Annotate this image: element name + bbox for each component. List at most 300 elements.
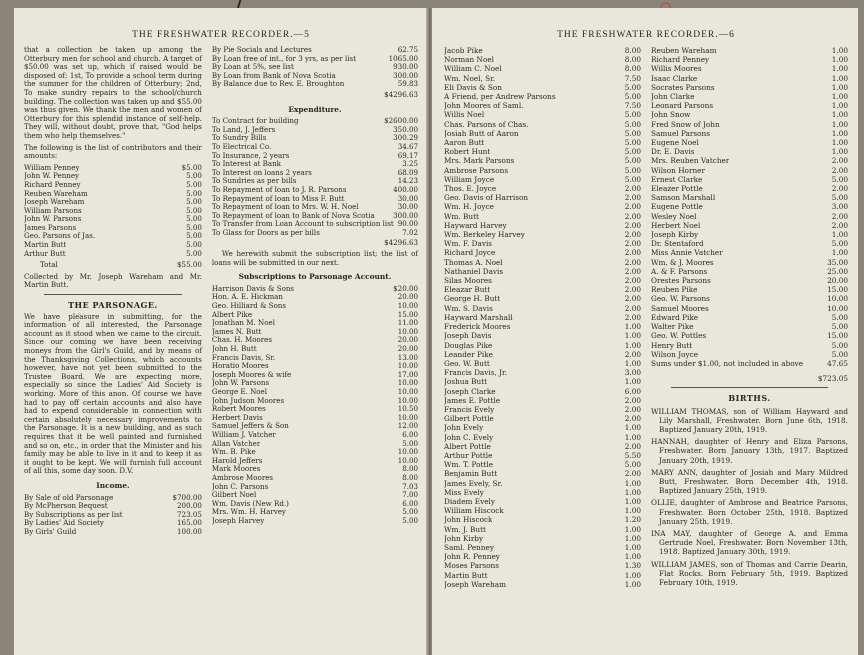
row-name: By Girls' Guild <box>24 527 77 536</box>
row-amount: 5.00 <box>831 193 848 203</box>
list-row <box>212 474 418 483</box>
row-name: Geo. W. Pottles <box>651 331 707 341</box>
row-name: To Interest on loans 2 years <box>211 168 312 177</box>
row-amount: 30.00 <box>397 202 418 212</box>
row-amount: 5.00 <box>831 349 848 359</box>
row-amount: 10.00 <box>397 386 418 396</box>
row-name: Mrs. Wm. H. Harvey <box>211 508 286 517</box>
expenditure-list <box>212 117 418 237</box>
row-name: Wilson Horner <box>651 165 705 175</box>
list-row <box>444 147 641 156</box>
list-row <box>212 508 418 517</box>
row-name: By Balance due to Rev. E. Broughton <box>211 80 345 89</box>
birth-entry: OLLIE, daughter of Ambrose and Beatrice Parsons, Freshwater. Born October 25th, 1918. Baptized January 25th, 1919. <box>651 498 848 526</box>
list-row <box>444 221 641 230</box>
row-amount: 3.25 <box>402 159 418 169</box>
row-name: Robert Moores <box>211 405 266 414</box>
row-name: John W. Parsons <box>211 379 270 388</box>
row-amount: 2.00 <box>624 276 641 286</box>
row-name: Eleazar Butt <box>444 285 491 295</box>
row-amount: 1.00 <box>624 432 641 442</box>
row-amount: 5.00 <box>186 231 202 241</box>
list-row <box>212 220 418 229</box>
list-row <box>212 448 418 457</box>
expenditure-total: $4296.63 <box>384 238 418 248</box>
row-name: Francis Davis, Jr. <box>444 368 508 378</box>
row-amount: 6.00 <box>624 386 641 396</box>
list-row <box>212 397 418 406</box>
list-row <box>212 143 418 152</box>
list-row <box>24 502 202 511</box>
row-name: Eli Davis & Son <box>444 82 502 92</box>
list-row <box>212 405 418 414</box>
list-row <box>444 83 641 92</box>
row-amount: 11.00 <box>397 318 418 328</box>
row-name: Wm. Butt <box>444 211 479 221</box>
list-row <box>212 414 418 423</box>
row-amount: 10.00 <box>397 301 418 311</box>
list-row <box>212 72 418 81</box>
row-name: Gilbert Pottle <box>444 414 494 424</box>
row-name: William Hiscock <box>444 506 504 516</box>
row-name: To Transfer from Loan Account to subscription list <box>211 220 394 229</box>
list-row <box>651 322 848 331</box>
list-row <box>212 285 418 294</box>
row-amount: 7.02 <box>402 227 418 237</box>
list-row <box>24 207 202 216</box>
row-name: Wm. & J. Moores <box>651 257 714 267</box>
row-name: John C. Evely <box>444 432 494 442</box>
list-row <box>444 451 641 460</box>
row-name: Samuel Moores <box>651 303 709 313</box>
list-row <box>651 193 848 202</box>
row-amount: 2.00 <box>831 220 848 230</box>
birth-entry: WILLIAM THOMAS, son of William Hayward and Lily Marshall, Freshwater. Born June 6th, 1918. Baptized January 20th, 1919. <box>651 406 848 434</box>
row-amount: 2.00 <box>624 404 641 414</box>
list-row <box>212 80 418 89</box>
list-row <box>651 120 848 129</box>
row-name: Joseph Harvey <box>211 516 265 525</box>
row-amount: 20.00 <box>397 335 418 345</box>
row-amount: 1.00 <box>624 423 641 433</box>
row-name: Richard Joyce <box>444 248 496 258</box>
total-row: Total $55.00 <box>40 260 202 270</box>
list-row <box>24 224 202 233</box>
row-amount: 723.05 <box>177 509 202 519</box>
row-name: Saml. Penney <box>444 542 494 552</box>
list-row <box>444 396 641 405</box>
row-name: Miss Annie Vatcher <box>651 248 723 258</box>
list-row <box>444 341 641 350</box>
row-name: Frederick Moores <box>444 322 511 332</box>
row-name: To Land, J. Jeffers <box>211 125 276 134</box>
row-name: Silas Moores <box>444 276 492 286</box>
row-name: Joseph Kirby <box>651 230 699 240</box>
row-amount: 10.00 <box>397 326 418 336</box>
list-row <box>651 285 848 294</box>
row-name: To Glass for Doors as per bills <box>211 228 320 237</box>
list-row <box>651 276 848 285</box>
row-amount: 2.00 <box>624 303 641 313</box>
list-row <box>651 313 848 322</box>
row-name: John Clarke <box>651 92 695 102</box>
row-name: Wm. Noel, Sr. <box>444 73 496 83</box>
list-row <box>444 460 641 469</box>
row-amount: 300.29 <box>393 133 418 143</box>
list-row <box>212 177 418 186</box>
row-name: To Repayment of loan to Bank of Nova Scotia <box>211 211 375 220</box>
row-name: Albert Pottle <box>444 441 491 451</box>
list-row <box>212 483 418 492</box>
row-name: To Sundries as per bills <box>211 177 297 186</box>
list-row <box>212 354 418 363</box>
row-name: By Pie Socials and Lectures <box>211 46 312 54</box>
row-name: Herbert Noel <box>651 220 701 230</box>
row-name: By Loan from Bank of Nova Scotia <box>211 71 336 80</box>
row-amount: 10.00 <box>397 378 418 388</box>
row-amount: 5.00 <box>402 438 418 448</box>
list-row <box>212 134 418 143</box>
row-amount: 69.17 <box>397 150 418 160</box>
right-column-2 <box>651 46 848 590</box>
row-name: Robert Hunt <box>444 147 491 157</box>
list-row <box>212 431 418 440</box>
row-name: John Moores of Saml. <box>444 101 524 111</box>
list-row <box>24 511 202 520</box>
row-name: Mark Moores <box>211 465 261 474</box>
row-name: John C. Parsons <box>211 482 269 491</box>
birth-entry: HANNAH, daughter of Henry and Eliza Parsons, Freshwater. Born January 13th, 1917. Baptized January 20th, 1919. <box>651 437 848 465</box>
list-row <box>651 101 848 110</box>
list-row <box>444 239 641 248</box>
row-amount: 5.00 <box>186 214 202 224</box>
row-amount: 5.00 <box>831 239 848 249</box>
row-name: Geo. Hilliard & Sons <box>211 302 286 311</box>
list-row <box>444 479 641 488</box>
list-row <box>651 92 848 101</box>
row-name: Wm. F. Davis <box>444 239 493 249</box>
row-amount: 2.00 <box>624 294 641 304</box>
list-row <box>444 515 641 524</box>
row-name: Leander Pike <box>444 349 493 359</box>
row-amount: 1.00 <box>624 358 641 368</box>
births-list <box>651 407 848 588</box>
row-amount: 2.00 <box>831 184 848 194</box>
row-amount: 8.00 <box>402 472 418 482</box>
row-amount: 3.00 <box>831 202 848 212</box>
row-name: Nathaniel Davis <box>444 266 504 276</box>
row-amount: 10.00 <box>827 303 848 313</box>
row-amount: 1065.00 <box>388 53 418 63</box>
row-name: George H. Butt <box>444 294 501 304</box>
list-row <box>444 285 641 294</box>
row-amount: 2.00 <box>624 202 641 212</box>
row-name: Francis Evely <box>444 404 495 414</box>
row-amount: 5.00 <box>831 174 848 184</box>
list-row <box>444 488 641 497</box>
list-row <box>444 497 641 506</box>
list-row <box>212 465 418 474</box>
row-name: William Penney <box>24 163 80 172</box>
row-name: By Ladies' Aid Society <box>24 519 104 528</box>
list-row <box>651 184 848 193</box>
row-name: Willis Moores <box>651 64 702 74</box>
list-row <box>444 55 641 64</box>
row-amount: 5.00 <box>624 128 641 138</box>
row-amount: 2.00 <box>624 193 641 203</box>
row-name: John W. Parsons <box>24 215 82 224</box>
row-name: John W. Penney <box>24 172 80 181</box>
row-name: Orestes Parsons <box>651 276 711 286</box>
row-name: Francis Davis, Sr. <box>211 353 276 362</box>
list-row <box>651 138 848 147</box>
list-row <box>444 368 641 377</box>
list-row <box>651 46 848 55</box>
row-name: Jonathan M. Noel <box>211 319 275 328</box>
row-amount: 1.00 <box>624 478 641 488</box>
row-name: To Insurance, 2 years <box>211 151 290 160</box>
birth-entry: MARY ANN, daughter of Josiah and Mary Mildred Butt, Freshwater. Born December 4th, 1918. Baptized January 25th, 1919. <box>651 467 848 496</box>
row-name: Douglas Pike <box>444 340 493 350</box>
row-amount: 2.00 <box>831 165 848 175</box>
row-name: Leonard Parsons <box>651 101 714 111</box>
row-amount: 2.00 <box>624 414 641 424</box>
row-amount: 10.00 <box>827 294 848 304</box>
list-row <box>212 302 418 311</box>
row-amount: 5.00 <box>624 138 641 148</box>
row-amount: 5.00 <box>186 205 202 215</box>
row-amount: 350.00 <box>393 124 418 134</box>
row-amount: 1.00 <box>831 147 848 157</box>
row-name: Richard Penney <box>651 55 710 65</box>
row-amount: 10.00 <box>397 412 418 422</box>
list-row <box>212 126 418 135</box>
list-row <box>24 241 202 250</box>
list-row <box>212 117 418 126</box>
row-amount: 6.00 <box>402 498 418 508</box>
row-name: Wm. Berkeley Harvey <box>444 230 525 240</box>
row-amount: 5.00 <box>831 340 848 350</box>
list-row <box>651 156 848 165</box>
row-amount: 930.00 <box>393 62 418 72</box>
subscriptions-heading: Subscriptions to Parsonage Account. <box>238 272 392 282</box>
list-row <box>444 156 641 165</box>
list-row <box>651 294 848 303</box>
list-row <box>444 571 641 580</box>
row-name: Thos. E. Joyce <box>444 184 497 194</box>
birth-entry: WILLIAM JAMES, son of Thomas and Carrie Dearin, Flat Rocks. Born February 5th, 1919. Baptized February 10th, 1919. <box>651 559 848 587</box>
row-name: Jacob Pike <box>444 46 483 55</box>
list-row <box>444 350 641 359</box>
row-name: Hayward Marshall <box>444 312 513 322</box>
row-amount: 5.00 <box>624 147 641 157</box>
row-name: Mrs. Reuben Vatcher <box>651 156 730 166</box>
row-name: To Repayment of loan to J. R. Parsons <box>211 185 347 194</box>
collected-by: Collected by Mr. Joseph Wareham and Mr. Martin Butt. <box>24 271 202 290</box>
row-amount: 47.65 <box>827 358 848 368</box>
row-amount: 5.00 <box>624 165 641 175</box>
list-row <box>444 359 641 368</box>
row-amount: 1.00 <box>831 119 848 129</box>
row-amount: 15.00 <box>827 331 848 341</box>
list-row <box>444 276 641 285</box>
list-row <box>24 172 202 181</box>
row-name: Allan Vatcher <box>211 439 261 448</box>
right-page <box>432 8 858 655</box>
row-amount: 10.00 <box>397 447 418 457</box>
list-row <box>444 212 641 221</box>
list-row <box>444 506 641 515</box>
row-amount: 17.00 <box>397 369 418 379</box>
row-name: Joseph Moores & wife <box>211 370 292 379</box>
list-row <box>212 293 418 302</box>
row-name: Diadem Evely <box>444 496 495 506</box>
list-row <box>444 322 641 331</box>
list-row <box>444 120 641 129</box>
row-name: Joseph Wareham <box>24 198 85 207</box>
list-row <box>444 110 641 119</box>
list-row <box>444 313 641 322</box>
list-row <box>444 442 641 451</box>
list-row <box>212 311 418 320</box>
row-amount: 2.00 <box>624 239 641 249</box>
list-row <box>651 267 848 276</box>
row-name: Moses Parsons <box>444 561 499 571</box>
running-head-right: THE FRESHWATER RECORDER.—6 <box>557 30 735 40</box>
row-name: Willis Noel <box>444 110 485 120</box>
list-row <box>651 212 848 221</box>
row-amount: 7.00 <box>402 490 418 500</box>
row-name: Wm. B. Pike <box>211 448 256 457</box>
list-row <box>24 494 202 503</box>
row-amount: 15.00 <box>397 309 418 319</box>
row-amount: 5.00 <box>186 240 202 250</box>
row-amount: $20.00 <box>393 283 418 293</box>
row-name: Ambrose Moores <box>211 473 274 482</box>
row-amount: 10.00 <box>397 395 418 405</box>
row-amount: 1.00 <box>624 487 641 497</box>
row-name: Geo. W. Parsons <box>651 294 710 304</box>
row-amount: 2.00 <box>831 211 848 221</box>
row-name: Thomas A. Noel <box>444 257 503 267</box>
row-amount: 100.00 <box>177 526 202 536</box>
list-row <box>24 232 202 241</box>
row-name: Harold Jeffers <box>211 456 263 465</box>
row-amount: 1.00 <box>831 128 848 138</box>
row-amount: 14.23 <box>397 176 418 186</box>
row-amount: 1.00 <box>624 331 641 341</box>
row-amount: 165.00 <box>177 518 202 528</box>
row-name: Ernest Clarke <box>651 174 703 184</box>
left-column-1 <box>24 46 202 536</box>
row-amount: 3.00 <box>624 368 641 378</box>
row-amount: 7.03 <box>402 481 418 491</box>
row-name: John R. Penney <box>444 552 500 562</box>
row-name: To Sundry Bills <box>211 134 267 143</box>
row-name: Wm. Davis (New Rd.) <box>211 499 289 508</box>
row-name: James E. Pottle <box>444 395 501 405</box>
list-row <box>212 517 418 526</box>
row-name: Hon. A. E. Hickman <box>211 293 283 302</box>
row-amount: 5.00 <box>186 197 202 207</box>
row-amount: 12.00 <box>397 421 418 431</box>
row-amount: 5.00 <box>402 507 418 517</box>
list-intro: The following is the list of contributors and their amounts: <box>24 142 202 161</box>
row-name: William Joyce <box>444 174 495 184</box>
row-name: Eleazer Pottle <box>651 184 703 194</box>
row-amount: 1.00 <box>624 552 641 562</box>
row-name: Arthur Butt <box>24 249 66 258</box>
list-row <box>212 160 418 169</box>
row-amount: 1.00 <box>624 570 641 580</box>
list-row <box>212 46 418 55</box>
list-row <box>24 181 202 190</box>
row-name: A. & F. Parsons <box>651 266 708 276</box>
row-amount: 13.00 <box>397 352 418 362</box>
list-row <box>444 580 641 589</box>
list-row <box>212 63 418 72</box>
row-amount: 20.00 <box>397 344 418 353</box>
list-row <box>444 248 641 257</box>
row-amount: 35.00 <box>827 257 848 267</box>
list-row <box>444 175 641 184</box>
row-amount: $5.00 <box>181 162 202 172</box>
list-row <box>444 543 641 552</box>
list-row <box>212 319 418 328</box>
row-name: Reuben Wareham <box>24 189 88 198</box>
row-amount: 15.00 <box>827 285 848 295</box>
list-row <box>444 561 641 570</box>
row-amount: 1.00 <box>831 73 848 83</box>
list-row <box>212 500 418 509</box>
list-row <box>212 362 418 371</box>
row-name: Wm. J. Butt <box>444 524 486 534</box>
list-row <box>651 83 848 92</box>
list-row <box>651 166 848 175</box>
list-row <box>212 440 418 449</box>
row-amount: 1.00 <box>831 110 848 120</box>
list-row <box>444 166 641 175</box>
parsonage-text: We have pleasure in submitting, for the information of all interested, the Parsonage account as it stood when we came to the circuit. Since our coming we have been receiving moneys from the Girl's Guild, and by means of the Thanksgiving Collections, which accounts however, have not yet been submitted to the Trustee Board. We are expecting more, especially so since the Ladies' Aid Society is working. More of this anon. Of course we have had to pay off certain accounts and also have had to expend considerable in connection with certain absolutely necessary improvements to the Parsonage. It is a new building, and as such requires that it be well painted and furnished and so on, etc., in order that the Minister and his family may be able to live in it and to keep it as it ought to be kept. We will furnish full account of all this, some day soon. D.V. <box>24 311 202 476</box>
list-row <box>212 169 418 178</box>
row-name: Joseph Wareham <box>444 579 507 589</box>
subscriptions-continued-list <box>444 46 641 589</box>
row-amount: 1.00 <box>624 506 641 516</box>
list-row <box>24 215 202 224</box>
row-amount: 2.00 <box>624 395 641 405</box>
row-name: Chas. H. Moores <box>211 336 272 345</box>
row-amount: 2.00 <box>624 349 641 359</box>
row-amount: 2.00 <box>831 156 848 166</box>
list-row <box>444 138 641 147</box>
list-row <box>444 304 641 313</box>
row-name: By McPherson Bequest <box>24 502 108 511</box>
row-name: Reuben Pike <box>651 285 698 295</box>
row-amount: 30.00 <box>397 193 418 203</box>
row-name: Joshua Butt <box>444 377 488 387</box>
row-name: Martin Butt <box>444 570 488 580</box>
row-name: To Interest at Bank <box>211 160 281 169</box>
row-name: Samuel Jeffers & Son <box>211 422 289 431</box>
row-name: Norman Noel <box>444 55 494 65</box>
list-row <box>651 304 848 313</box>
row-name: Geo. Davis of Harrison <box>444 193 529 203</box>
row-amount: 5.00 <box>624 110 641 120</box>
running-head-left: THE FRESHWATER RECORDER.—5 <box>132 30 310 40</box>
row-amount: 2.00 <box>624 220 641 230</box>
row-name: George E. Noel <box>211 387 268 396</box>
list-row <box>444 433 641 442</box>
